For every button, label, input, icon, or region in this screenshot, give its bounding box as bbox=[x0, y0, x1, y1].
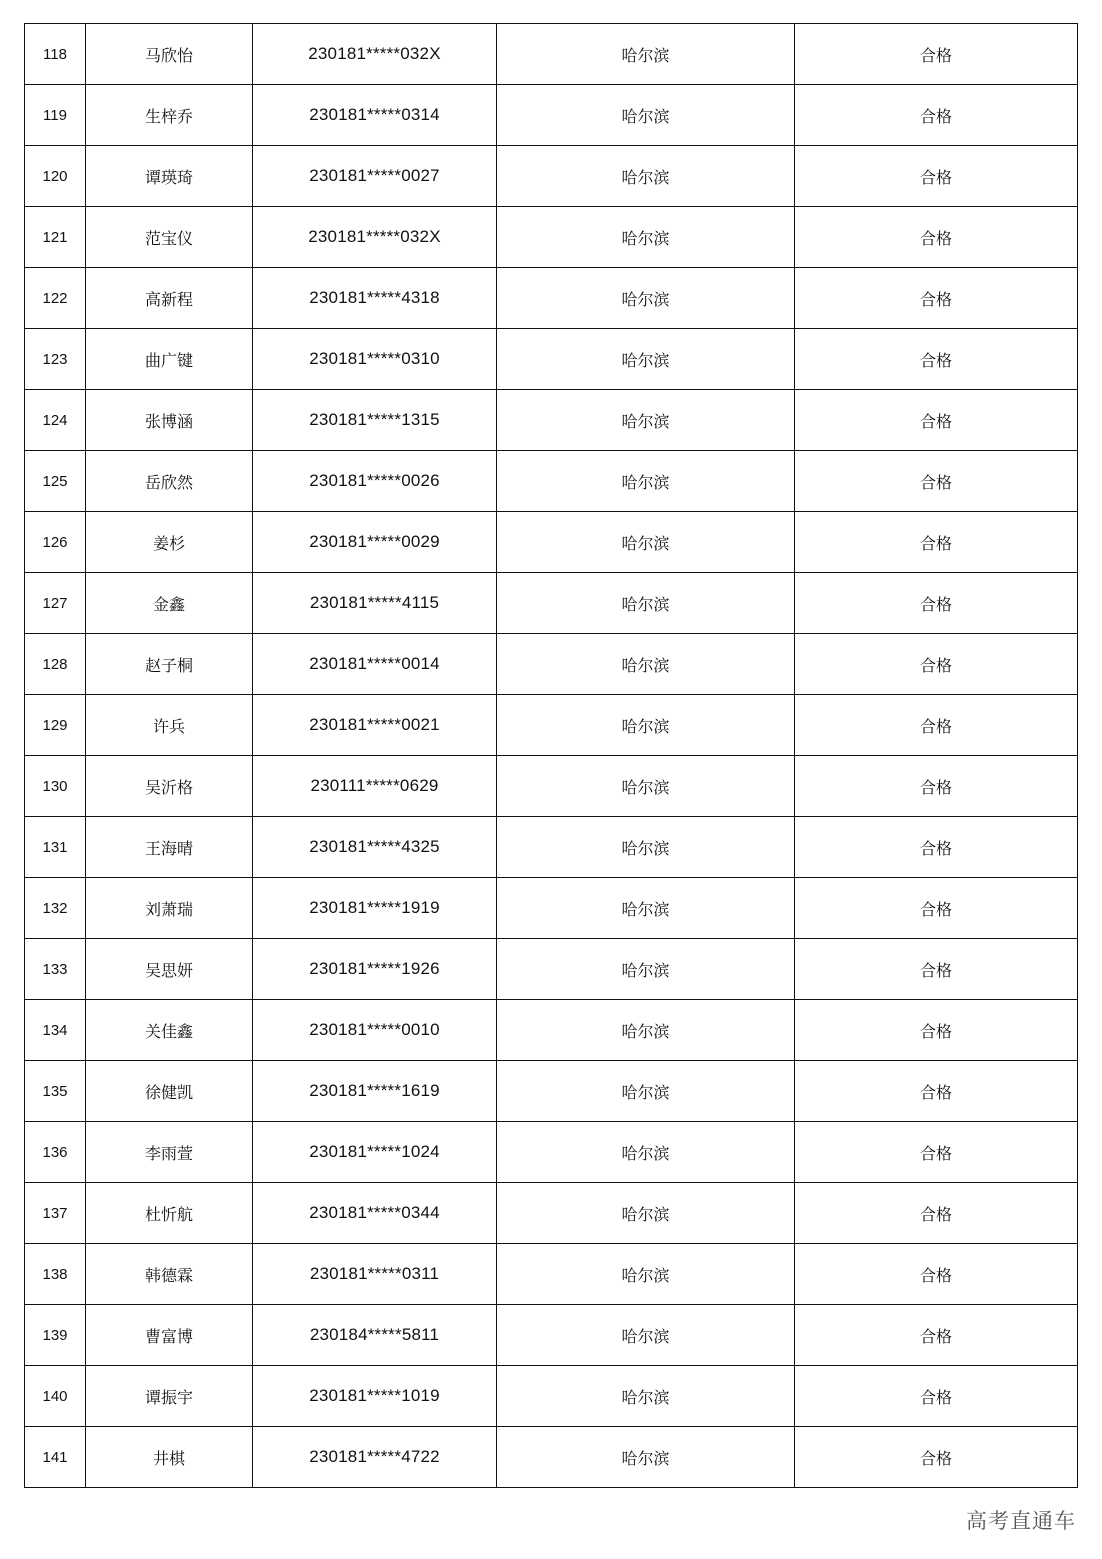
result-cell: 合格 bbox=[795, 1000, 1078, 1061]
row-number-cell: 122 bbox=[25, 268, 86, 329]
name-cell: 井棋 bbox=[86, 1427, 253, 1488]
table-row bbox=[25, 1183, 1078, 1244]
name-cell: 李雨萱 bbox=[86, 1122, 253, 1183]
id-number-cell: 230181*****0010 bbox=[253, 1000, 497, 1061]
city-cell: 哈尔滨 bbox=[497, 573, 795, 634]
name-cell: 曹富博 bbox=[86, 1305, 253, 1366]
id-number-cell: 230184*****5811 bbox=[253, 1305, 497, 1366]
name-cell: 徐健凯 bbox=[86, 1061, 253, 1122]
name-cell: 关佳鑫 bbox=[86, 1000, 253, 1061]
table-row bbox=[25, 939, 1078, 1000]
id-number-cell: 230181*****0027 bbox=[253, 146, 497, 207]
result-cell: 合格 bbox=[795, 268, 1078, 329]
table-row bbox=[25, 207, 1078, 268]
result-cell: 合格 bbox=[795, 817, 1078, 878]
results-table-body bbox=[25, 24, 1078, 1488]
city-cell: 哈尔滨 bbox=[497, 1183, 795, 1244]
result-cell: 合格 bbox=[795, 24, 1078, 85]
id-number-cell: 230181*****032X bbox=[253, 207, 497, 268]
result-cell: 合格 bbox=[795, 85, 1078, 146]
table-row bbox=[25, 329, 1078, 390]
row-number-cell: 120 bbox=[25, 146, 86, 207]
city-cell: 哈尔滨 bbox=[497, 1427, 795, 1488]
id-number-cell: 230181*****1619 bbox=[253, 1061, 497, 1122]
city-cell: 哈尔滨 bbox=[497, 1122, 795, 1183]
id-number-cell: 230111*****0629 bbox=[253, 756, 497, 817]
name-cell: 杜忻航 bbox=[86, 1183, 253, 1244]
row-number-cell: 137 bbox=[25, 1183, 86, 1244]
city-cell: 哈尔滨 bbox=[497, 1366, 795, 1427]
name-cell: 吴沂格 bbox=[86, 756, 253, 817]
result-cell: 合格 bbox=[795, 451, 1078, 512]
id-number-cell: 230181*****4722 bbox=[253, 1427, 497, 1488]
name-cell: 岳欣然 bbox=[86, 451, 253, 512]
id-number-cell: 230181*****1315 bbox=[253, 390, 497, 451]
result-cell: 合格 bbox=[795, 1122, 1078, 1183]
name-cell: 吴思妍 bbox=[86, 939, 253, 1000]
table-row bbox=[25, 1061, 1078, 1122]
table-row bbox=[25, 634, 1078, 695]
watermark-text: 高考直通车 bbox=[966, 1509, 1076, 1533]
row-number-cell: 138 bbox=[25, 1244, 86, 1305]
id-number-cell: 230181*****0344 bbox=[253, 1183, 497, 1244]
result-cell: 合格 bbox=[795, 207, 1078, 268]
table-row bbox=[25, 817, 1078, 878]
id-number-cell: 230181*****1926 bbox=[253, 939, 497, 1000]
result-cell: 合格 bbox=[795, 878, 1078, 939]
city-cell: 哈尔滨 bbox=[497, 1000, 795, 1061]
id-number-cell: 230181*****1019 bbox=[253, 1366, 497, 1427]
row-number-cell: 135 bbox=[25, 1061, 86, 1122]
city-cell: 哈尔滨 bbox=[497, 451, 795, 512]
table-row bbox=[25, 1305, 1078, 1366]
row-number-cell: 125 bbox=[25, 451, 86, 512]
name-cell: 韩德霖 bbox=[86, 1244, 253, 1305]
row-number-cell: 130 bbox=[25, 756, 86, 817]
city-cell: 哈尔滨 bbox=[497, 24, 795, 85]
city-cell: 哈尔滨 bbox=[497, 146, 795, 207]
result-cell: 合格 bbox=[795, 329, 1078, 390]
table-row bbox=[25, 1244, 1078, 1305]
id-number-cell: 230181*****0014 bbox=[253, 634, 497, 695]
table-row bbox=[25, 756, 1078, 817]
name-cell: 曲广键 bbox=[86, 329, 253, 390]
name-cell: 刘萧瑞 bbox=[86, 878, 253, 939]
city-cell: 哈尔滨 bbox=[497, 85, 795, 146]
id-number-cell: 230181*****0026 bbox=[253, 451, 497, 512]
city-cell: 哈尔滨 bbox=[497, 512, 795, 573]
result-cell: 合格 bbox=[795, 1061, 1078, 1122]
table-row bbox=[25, 24, 1078, 85]
row-number-cell: 134 bbox=[25, 1000, 86, 1061]
city-cell: 哈尔滨 bbox=[497, 390, 795, 451]
city-cell: 哈尔滨 bbox=[497, 1305, 795, 1366]
id-number-cell: 230181*****4325 bbox=[253, 817, 497, 878]
result-cell: 合格 bbox=[795, 1183, 1078, 1244]
id-number-cell: 230181*****032X bbox=[253, 24, 497, 85]
row-number-cell: 121 bbox=[25, 207, 86, 268]
name-cell: 王海晴 bbox=[86, 817, 253, 878]
city-cell: 哈尔滨 bbox=[497, 329, 795, 390]
row-number-cell: 127 bbox=[25, 573, 86, 634]
row-number-cell: 140 bbox=[25, 1366, 86, 1427]
row-number-cell: 124 bbox=[25, 390, 86, 451]
name-cell: 高新程 bbox=[86, 268, 253, 329]
table-row bbox=[25, 512, 1078, 573]
id-number-cell: 230181*****0311 bbox=[253, 1244, 497, 1305]
city-cell: 哈尔滨 bbox=[497, 268, 795, 329]
id-number-cell: 230181*****4115 bbox=[253, 573, 497, 634]
name-cell: 马欣怡 bbox=[86, 24, 253, 85]
id-number-cell: 230181*****1919 bbox=[253, 878, 497, 939]
results-table bbox=[24, 23, 1078, 1488]
city-cell: 哈尔滨 bbox=[497, 1061, 795, 1122]
table-row bbox=[25, 390, 1078, 451]
result-cell: 合格 bbox=[795, 1366, 1078, 1427]
row-number-cell: 118 bbox=[25, 24, 86, 85]
result-cell: 合格 bbox=[795, 1305, 1078, 1366]
table-row bbox=[25, 85, 1078, 146]
row-number-cell: 131 bbox=[25, 817, 86, 878]
row-number-cell: 132 bbox=[25, 878, 86, 939]
city-cell: 哈尔滨 bbox=[497, 817, 795, 878]
city-cell: 哈尔滨 bbox=[497, 756, 795, 817]
result-cell: 合格 bbox=[795, 634, 1078, 695]
city-cell: 哈尔滨 bbox=[497, 878, 795, 939]
table-row bbox=[25, 268, 1078, 329]
result-cell: 合格 bbox=[795, 1427, 1078, 1488]
result-cell: 合格 bbox=[795, 573, 1078, 634]
city-cell: 哈尔滨 bbox=[497, 1244, 795, 1305]
result-cell: 合格 bbox=[795, 1244, 1078, 1305]
row-number-cell: 123 bbox=[25, 329, 86, 390]
row-number-cell: 128 bbox=[25, 634, 86, 695]
row-number-cell: 133 bbox=[25, 939, 86, 1000]
city-cell: 哈尔滨 bbox=[497, 695, 795, 756]
name-cell: 张博涵 bbox=[86, 390, 253, 451]
name-cell: 范宝仪 bbox=[86, 207, 253, 268]
result-cell: 合格 bbox=[795, 146, 1078, 207]
id-number-cell: 230181*****0021 bbox=[253, 695, 497, 756]
table-row bbox=[25, 146, 1078, 207]
result-cell: 合格 bbox=[795, 695, 1078, 756]
name-cell: 谭瑛琦 bbox=[86, 146, 253, 207]
result-cell: 合格 bbox=[795, 939, 1078, 1000]
row-number-cell: 129 bbox=[25, 695, 86, 756]
name-cell: 赵子桐 bbox=[86, 634, 253, 695]
table-row bbox=[25, 451, 1078, 512]
result-cell: 合格 bbox=[795, 390, 1078, 451]
name-cell: 姜杉 bbox=[86, 512, 253, 573]
table-row bbox=[25, 1000, 1078, 1061]
id-number-cell: 230181*****1024 bbox=[253, 1122, 497, 1183]
row-number-cell: 139 bbox=[25, 1305, 86, 1366]
table-row bbox=[25, 1122, 1078, 1183]
id-number-cell: 230181*****4318 bbox=[253, 268, 497, 329]
table-row bbox=[25, 1427, 1078, 1488]
row-number-cell: 126 bbox=[25, 512, 86, 573]
name-cell: 谭振宇 bbox=[86, 1366, 253, 1427]
name-cell: 许兵 bbox=[86, 695, 253, 756]
id-number-cell: 230181*****0029 bbox=[253, 512, 497, 573]
row-number-cell: 136 bbox=[25, 1122, 86, 1183]
name-cell: 生梓乔 bbox=[86, 85, 253, 146]
result-cell: 合格 bbox=[795, 756, 1078, 817]
id-number-cell: 230181*****0310 bbox=[253, 329, 497, 390]
table-row bbox=[25, 1366, 1078, 1427]
city-cell: 哈尔滨 bbox=[497, 939, 795, 1000]
table-row bbox=[25, 878, 1078, 939]
row-number-cell: 141 bbox=[25, 1427, 86, 1488]
table-row bbox=[25, 573, 1078, 634]
city-cell: 哈尔滨 bbox=[497, 207, 795, 268]
city-cell: 哈尔滨 bbox=[497, 634, 795, 695]
table-row bbox=[25, 695, 1078, 756]
row-number-cell: 119 bbox=[25, 85, 86, 146]
name-cell: 金鑫 bbox=[86, 573, 253, 634]
id-number-cell: 230181*****0314 bbox=[253, 85, 497, 146]
result-cell: 合格 bbox=[795, 512, 1078, 573]
